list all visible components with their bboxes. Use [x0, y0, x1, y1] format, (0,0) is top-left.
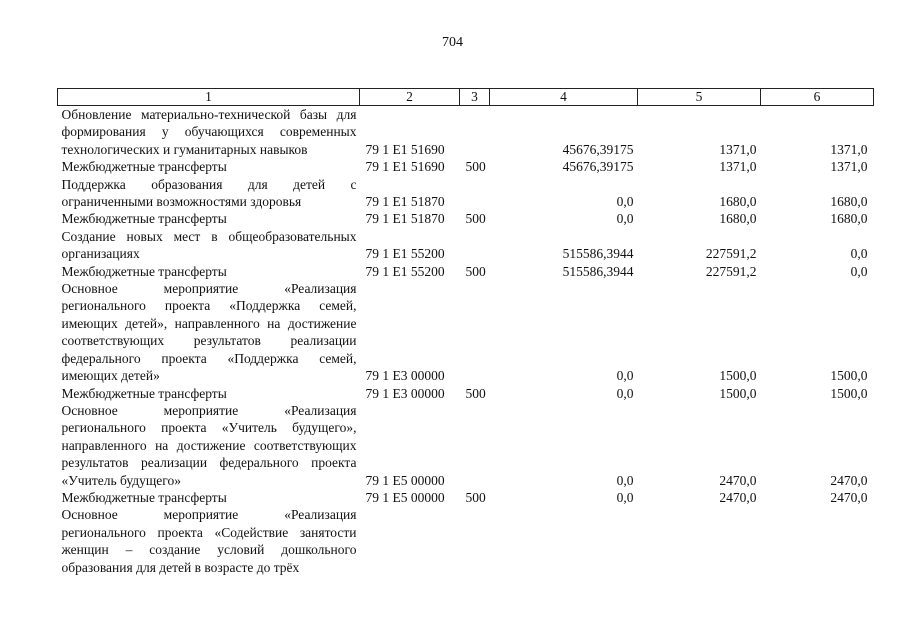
- table-row: [58, 385, 874, 402]
- row-value-6: 1680,0: [830, 194, 868, 210]
- table-row: [58, 506, 874, 576]
- row-name: Обновление материально-технической базы для формирования у обучающихся современных технологических и гуманитарных навыков: [61, 107, 357, 157]
- header-row: [58, 89, 874, 106]
- table-header: [58, 89, 874, 106]
- row-name: Межбюджетные трансферты: [61, 159, 227, 175]
- row-type: [460, 106, 490, 159]
- row-name: Межбюджетные трансферты: [61, 211, 227, 227]
- row-code: 79 1 E5 00000: [365, 472, 445, 488]
- row-value-5: 227591,2: [705, 246, 757, 262]
- row-value-4: 45676,39175: [562, 141, 634, 157]
- column-header-1: 1: [58, 89, 360, 106]
- row-value-4: 0,0: [616, 368, 634, 384]
- row-code: 79 1 E3 00000: [365, 368, 445, 384]
- row-value-4: 0,0: [616, 385, 634, 401]
- column-header-3: 3: [460, 89, 490, 106]
- row-value-6: 1500,0: [830, 368, 868, 384]
- row-code: 79 1 E1 55200: [365, 246, 445, 262]
- column-header-2: 2: [360, 89, 460, 106]
- row-value-6: [761, 506, 874, 576]
- row-value-5: 1371,0: [719, 159, 757, 175]
- row-name: Основное мероприятие «Реализация регионального проекта «Поддержка семей, имеющих детей», направленного на достижение соответствующих результатов реализации федерального проекта «Поддержка семей, имеющих детей»: [61, 281, 357, 384]
- row-name: Создание новых мест в общеобразовательных организациях: [61, 228, 357, 262]
- row-value-4: 0,0: [616, 194, 634, 210]
- row-code: 79 1 E1 51870: [365, 194, 445, 210]
- table-row: [58, 106, 874, 159]
- row-value-5: 2470,0: [719, 472, 757, 488]
- row-code: 79 1 E1 51870: [365, 211, 445, 227]
- table-row: [58, 158, 874, 175]
- row-name: Межбюджетные трансферты: [61, 489, 227, 505]
- budget-table: [57, 88, 874, 576]
- row-code: 79 1 E1 55200: [365, 263, 445, 279]
- row-value-6: 0,0: [850, 246, 868, 262]
- row-code: 79 1 E1 51690: [365, 141, 445, 157]
- row-type: 500: [465, 159, 486, 175]
- row-type: 500: [465, 385, 486, 401]
- table-row: [58, 176, 874, 211]
- page-number: 704: [442, 35, 463, 50]
- row-type: [460, 280, 490, 384]
- row-value-4: 515586,3944: [562, 263, 634, 279]
- row-value-4: 515586,3944: [562, 246, 634, 262]
- row-value-6: 1680,0: [830, 211, 868, 227]
- row-code: 79 1 E1 51690: [365, 159, 445, 175]
- row-value-4: 0,0: [616, 211, 634, 227]
- table-row: [58, 228, 874, 263]
- row-code: [360, 506, 460, 576]
- row-type: [460, 176, 490, 211]
- row-value-4: 45676,39175: [562, 159, 634, 175]
- row-value-4: 0,0: [616, 489, 634, 505]
- row-name: Поддержка образования для детей с ограниченными возможностями здоровья: [61, 176, 357, 210]
- row-value-4: 0,0: [616, 472, 634, 488]
- row-value-5: 2470,0: [719, 489, 757, 505]
- row-value-5: 1371,0: [719, 141, 757, 157]
- row-value-6: 2470,0: [830, 472, 868, 488]
- row-type: 500: [465, 489, 486, 505]
- table-body: [58, 106, 874, 576]
- row-value-5: 1680,0: [719, 194, 757, 210]
- row-name: Межбюджетные трансферты: [61, 385, 227, 401]
- row-type: 500: [465, 263, 486, 279]
- row-value-5: [638, 506, 761, 576]
- column-header-5: 5: [638, 89, 761, 106]
- table-row: [58, 280, 874, 384]
- row-value-6: 1371,0: [830, 159, 868, 175]
- row-value-5: 1500,0: [719, 385, 757, 401]
- row-value-6: 1371,0: [830, 141, 868, 157]
- table-row: [58, 402, 874, 489]
- row-name: Основное мероприятие «Реализация регионального проекта «Учитель будущего», направленного на достижение соответствующих результатов реализации федерального проекта «Учитель будущего»: [61, 402, 357, 488]
- column-header-6: 6: [761, 89, 874, 106]
- row-value-6: 1500,0: [830, 385, 868, 401]
- table-row: [58, 210, 874, 227]
- row-code: 79 1 E3 00000: [365, 385, 445, 401]
- table-row: [58, 489, 874, 506]
- row-code: 79 1 E5 00000: [365, 489, 445, 505]
- row-value-6: 2470,0: [830, 489, 868, 505]
- row-value-5: 1680,0: [719, 211, 757, 227]
- row-name: Межбюджетные трансферты: [61, 263, 227, 279]
- row-type: [460, 506, 490, 576]
- column-header-4: 4: [490, 89, 638, 106]
- row-value-6: 0,0: [850, 263, 868, 279]
- row-type: [460, 228, 490, 263]
- table-row: [58, 263, 874, 280]
- row-type: 500: [465, 211, 486, 227]
- row-value-4: [490, 506, 638, 576]
- row-name: Основное мероприятие «Реализация регионального проекта «Содействие занятости женщин – создание условий дошкольного образования для детей в возрасте до трёх: [61, 507, 357, 575]
- row-value-5: 1500,0: [719, 368, 757, 384]
- row-type: [460, 402, 490, 489]
- row-value-5: 227591,2: [705, 263, 757, 279]
